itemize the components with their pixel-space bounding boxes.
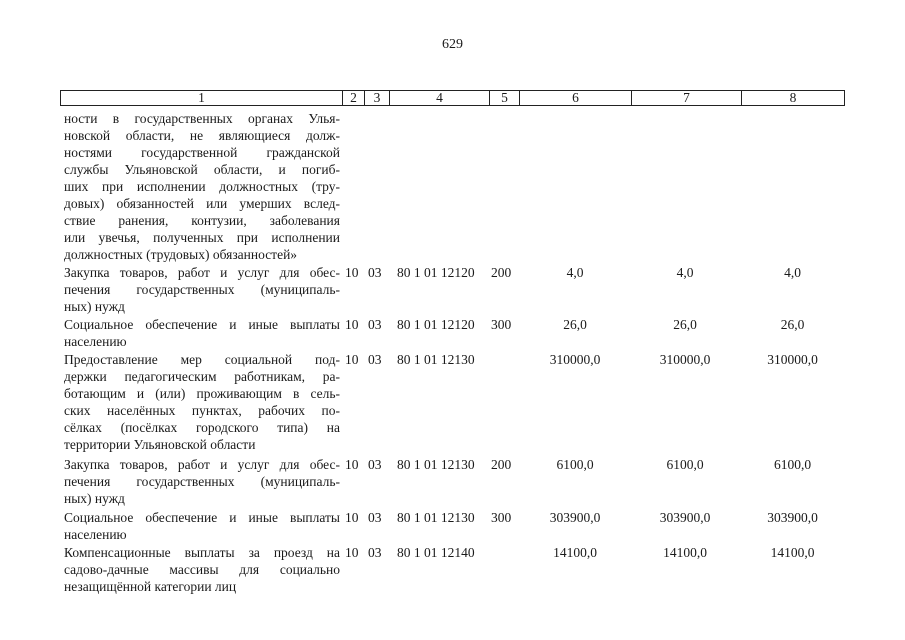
row-description <box>64 544 340 595</box>
cell-expense-type: 200 <box>491 265 512 280</box>
description-line: ствие ранения, контузии, заболевания <box>64 213 340 228</box>
cell-amount-8: 4,0 <box>784 265 801 280</box>
row-description <box>64 456 340 507</box>
description-line: ности в государственных органах Улья- <box>64 111 340 126</box>
column-header-8: 8 <box>741 91 844 105</box>
column-header-7: 7 <box>631 91 741 105</box>
cell-amount-8: 6100,0 <box>773 457 812 472</box>
cell-section: 10 <box>345 545 359 560</box>
description-line: ботающим и (или) проживающим в сель- <box>64 386 340 401</box>
description-line: населению <box>64 334 127 349</box>
description-line: Компенсационные выплаты за проезд на <box>64 545 340 560</box>
description-line: Социальное обеспечение и иные выплаты <box>64 510 340 525</box>
cell-amount-6: 310000,0 <box>549 352 601 367</box>
description-line: ных) нужд <box>64 299 125 314</box>
row-description <box>64 110 340 263</box>
cell-target-article: 80 1 01 12140 <box>397 545 475 560</box>
column-header-1: 1 <box>198 90 205 105</box>
description-line: службы Ульяновской области, и погиб- <box>64 162 340 177</box>
column-header-6: 6 <box>519 91 631 105</box>
cell-amount-8: 310000,0 <box>767 352 818 367</box>
row-description <box>64 264 340 315</box>
cell-expense-type: 300 <box>491 510 512 525</box>
description-line: населению <box>64 527 127 542</box>
cell-section: 10 <box>345 265 359 280</box>
cell-amount-7: 303900,0 <box>659 510 711 525</box>
cell-amount-6: 6100,0 <box>556 457 594 472</box>
cell-target-article: 80 1 01 12120 <box>397 317 475 332</box>
cell-target-article: 80 1 01 12130 <box>397 352 475 367</box>
row-description <box>64 351 340 453</box>
cell-amount-7: 4,0 <box>676 265 694 280</box>
description-line: незащищённой категории лиц <box>64 579 237 594</box>
description-line: ших при исполнении должностных (тру- <box>64 179 340 194</box>
description-line: должностных (трудовых) обязанностей» <box>64 247 298 262</box>
description-line: территории Ульяновской области <box>64 437 256 452</box>
cell-amount-6: 14100,0 <box>553 545 597 560</box>
description-line: Закупка товаров, работ и услуг для обес- <box>64 457 340 472</box>
cell-section: 10 <box>345 510 359 525</box>
description-line: печения государственных (муниципаль- <box>64 282 340 297</box>
column-header-2: 2 <box>342 91 364 105</box>
cell-amount-7: 6100,0 <box>666 457 704 472</box>
cell-expense-type: 200 <box>491 457 512 472</box>
cell-amount-6: 4,0 <box>566 265 584 280</box>
cell-target-article: 80 1 01 12120 <box>397 265 475 280</box>
table-column-header <box>60 90 845 106</box>
cell-subsection: 03 <box>368 545 382 560</box>
description-line: ностями государственной гражданской <box>64 145 340 160</box>
cell-amount-7: 26,0 <box>673 317 697 332</box>
cell-subsection: 03 <box>368 317 382 332</box>
cell-section: 10 <box>345 352 359 367</box>
cell-subsection: 03 <box>368 510 382 525</box>
cell-amount-8: 14100,0 <box>770 545 815 560</box>
cell-target-article: 80 1 01 12130 <box>397 510 475 525</box>
description-line: Закупка товаров, работ и услуг для обес- <box>64 265 340 280</box>
description-line: Предоставление мер социальной под- <box>64 352 340 367</box>
description-line: сёлках (посёлках городского типа) на <box>64 420 340 435</box>
description-line: новской области, не являющиеся долж- <box>64 128 340 143</box>
description-line: довых) обязанностей или умерших вслед- <box>64 196 340 211</box>
description-line: или увечья, полученных при исполнении <box>64 230 340 245</box>
cell-amount-7: 310000,0 <box>659 352 711 367</box>
description-line: садово-дачные массивы для социально <box>64 562 340 577</box>
cell-amount-8: 303900,0 <box>767 510 818 525</box>
cell-section: 10 <box>345 317 359 332</box>
cell-subsection: 03 <box>368 352 382 367</box>
cell-section: 10 <box>345 457 359 472</box>
cell-target-article: 80 1 01 12130 <box>397 457 475 472</box>
row-description <box>64 509 340 543</box>
cell-amount-6: 26,0 <box>563 317 587 332</box>
cell-amount-7: 14100,0 <box>663 545 707 560</box>
description-line: держки педагогическим работникам, ра- <box>64 369 340 384</box>
cell-subsection: 03 <box>368 457 382 472</box>
page-number: 629 <box>442 37 463 52</box>
column-header-5: 5 <box>489 91 519 105</box>
description-line: ских населённых пунктах, рабочих по- <box>64 403 340 418</box>
cell-expense-type: 300 <box>491 317 512 332</box>
description-line: печения государственных (муниципаль- <box>64 474 340 489</box>
row-description <box>64 316 340 350</box>
cell-amount-6: 303900,0 <box>549 510 601 525</box>
description-line: Социальное обеспечение и иные выплаты <box>64 317 340 332</box>
description-line: ных) нужд <box>64 491 125 506</box>
column-header-4: 4 <box>389 91 489 105</box>
cell-subsection: 03 <box>368 265 382 280</box>
column-header-3: 3 <box>364 91 389 105</box>
cell-amount-8: 26,0 <box>780 317 805 332</box>
